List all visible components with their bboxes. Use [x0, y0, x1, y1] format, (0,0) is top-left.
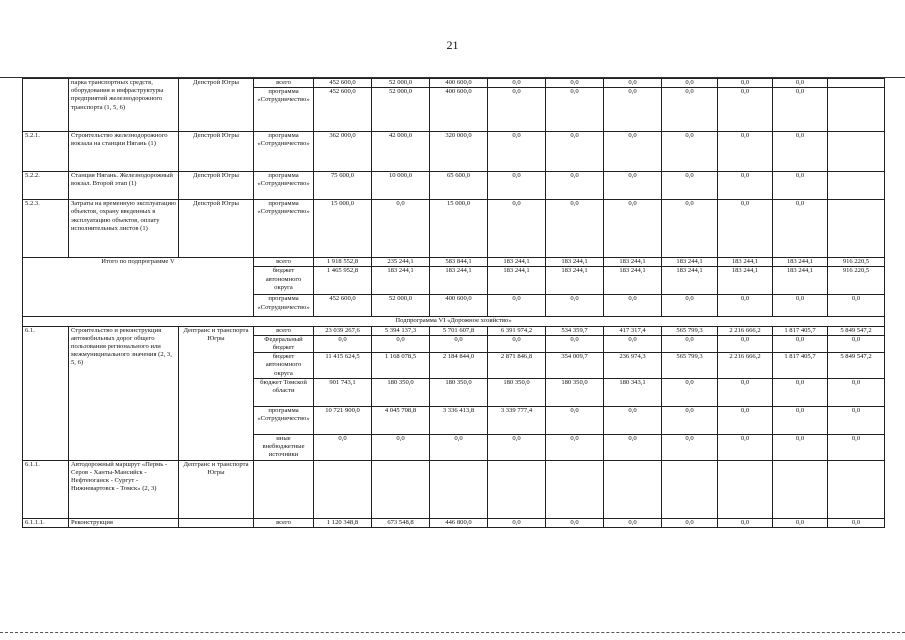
name-cell: Станция Нягань. Железнодорожный вокзал. Второй этап (1)	[69, 172, 179, 200]
source-cell: всего	[254, 326, 314, 335]
value-cell	[828, 460, 885, 518]
value-cell: 1 120 348,8	[314, 518, 372, 527]
source-cell: всего	[254, 258, 314, 267]
value-cell	[430, 460, 488, 518]
value-cell: 0,0	[546, 406, 604, 434]
value-cell: 0,0	[604, 88, 662, 132]
value-cell: 916 220,5	[828, 267, 885, 295]
value-cell: 0,0	[718, 88, 773, 132]
value-cell: 0,0	[662, 335, 718, 352]
table-row	[23, 172, 885, 200]
value-cell: 65 600,0	[430, 172, 488, 200]
name-cell: Реконструкция	[69, 518, 179, 527]
executor-cell: Депстрой Югры	[179, 172, 254, 200]
executor-cell: Депстрой Югры	[179, 79, 254, 132]
value-cell: 0,0	[546, 434, 604, 460]
value-cell: 452 600,0	[314, 88, 372, 132]
value-cell: 0,0	[604, 295, 662, 317]
name-cell: Автодорожный маршрут «Пермь - Серов - Ханты-Мансийск - Нефтеюганск - Сургут - Нижневартовск - Томск» (2, 3)	[69, 460, 179, 518]
source-cell: программа «Сотрудничество»	[254, 406, 314, 434]
value-cell: 0,0	[828, 295, 885, 317]
value-cell: 1 817 405,7	[773, 353, 828, 379]
value-cell: 15 000,0	[314, 200, 372, 258]
value-cell	[314, 460, 372, 518]
executor-cell: Депстрой Югры	[179, 132, 254, 172]
value-cell: 183 244,1	[718, 258, 773, 267]
value-cell: 0,0	[828, 406, 885, 434]
value-cell: 0,0	[662, 79, 718, 88]
value-cell: 0,0	[828, 378, 885, 406]
value-cell: 0,0	[662, 172, 718, 200]
value-cell: 52 000,0	[372, 295, 430, 317]
name-cell: Затраты на временную эксплуатацию объектов, охрану введенных в эксплуатацию объектов, оплату исполнительных листов (1)	[69, 200, 179, 258]
value-cell: 183 244,1	[718, 267, 773, 295]
value-cell: 320 000,0	[430, 132, 488, 172]
value-cell	[372, 460, 430, 518]
source-cell: бюджет автономного округа	[254, 267, 314, 295]
value-cell: 2 871 846,8	[488, 353, 546, 379]
value-cell: 0,0	[430, 335, 488, 352]
value-cell: 0,0	[662, 132, 718, 172]
table-row	[23, 317, 885, 326]
value-cell: 183 244,1	[488, 258, 546, 267]
source-cell	[254, 460, 314, 518]
value-cell: 2 184 844,0	[430, 353, 488, 379]
value-cell: 183 244,1	[430, 267, 488, 295]
value-cell: 446 800,0	[430, 518, 488, 527]
value-cell: 183 244,1	[773, 258, 828, 267]
value-cell: 5 701 607,8	[430, 326, 488, 335]
value-cell: 0,0	[718, 132, 773, 172]
value-cell: 236 974,3	[604, 353, 662, 379]
value-cell: 183 244,1	[604, 267, 662, 295]
value-cell: 0,0	[604, 406, 662, 434]
value-cell: 0,0	[604, 434, 662, 460]
table-row	[23, 460, 885, 518]
source-cell: программа «Сотрудничество»	[254, 172, 314, 200]
value-cell: 52 000,0	[372, 88, 430, 132]
value-cell: 0,0	[662, 406, 718, 434]
value-cell: 0,0	[662, 518, 718, 527]
name-cell: Строительство железнодорожного вокзала на станции Нягань (1)	[69, 132, 179, 172]
value-cell: 0,0	[773, 132, 828, 172]
value-cell: 0,0	[488, 295, 546, 317]
value-cell: 354 009,7	[546, 353, 604, 379]
code-cell	[23, 79, 69, 132]
value-cell: 417 317,4	[604, 326, 662, 335]
value-cell: 1 817 405,7	[773, 326, 828, 335]
value-cell: 0,0	[773, 295, 828, 317]
value-cell: 180 343,1	[604, 378, 662, 406]
code-cell: 6.1.1.1.	[23, 518, 69, 527]
value-cell: 42 000,0	[372, 132, 430, 172]
source-cell: всего	[254, 518, 314, 527]
source-cell: программа «Сотрудничество»	[254, 200, 314, 258]
value-cell: 183 244,1	[662, 267, 718, 295]
value-cell: 400 600,0	[430, 88, 488, 132]
value-cell: 0,0	[430, 434, 488, 460]
value-cell: 0,0	[546, 200, 604, 258]
value-cell: 0,0	[718, 434, 773, 460]
value-cell: 0,0	[372, 434, 430, 460]
name-cell: Строительство и реконструкция автомобильных дорог общего пользования регионального или межмуниципального значения (2, 3, 5, 6)	[69, 326, 179, 460]
value-cell: 0,0	[718, 335, 773, 352]
value-cell: 1 168 078,5	[372, 353, 430, 379]
value-cell: 5 849 547,2	[828, 353, 885, 379]
value-cell: 0,0	[773, 79, 828, 88]
value-cell: 183 244,1	[662, 258, 718, 267]
value-cell: 452 600,0	[314, 295, 372, 317]
value-cell	[604, 460, 662, 518]
table-row	[23, 518, 885, 527]
value-cell	[546, 460, 604, 518]
value-cell: 0,0	[546, 88, 604, 132]
value-cell: 0,0	[828, 335, 885, 352]
value-cell: 0,0	[773, 88, 828, 132]
table-row	[23, 79, 885, 88]
value-cell: 0,0	[773, 434, 828, 460]
value-cell: 2 216 666,2	[718, 353, 773, 379]
value-cell: 0,0	[662, 88, 718, 132]
value-cell: 183 244,1	[488, 267, 546, 295]
value-cell: 0,0	[604, 335, 662, 352]
value-cell: 0,0	[604, 132, 662, 172]
value-cell	[773, 460, 828, 518]
value-cell: 0,0	[773, 378, 828, 406]
subprogram-title: Подпрограмма VI «Дорожное хозяйство»	[23, 317, 885, 326]
value-cell: 1 465 952,8	[314, 267, 372, 295]
subtotal-label: Итого по подпрограмме V	[23, 258, 254, 317]
value-cell: 0,0	[372, 200, 430, 258]
value-cell: 10 721 900,0	[314, 406, 372, 434]
code-cell: 5.2.3.	[23, 200, 69, 258]
value-cell: 0,0	[604, 172, 662, 200]
executor-cell: Дептранс и транспорта Югры	[179, 326, 254, 460]
executor-cell: Депстрой Югры	[179, 200, 254, 258]
value-cell: 10 000,0	[372, 172, 430, 200]
value-cell: 3 339 777,4	[488, 406, 546, 434]
value-cell: 0,0	[604, 518, 662, 527]
code-cell: 6.1.	[23, 326, 69, 460]
value-cell: 0,0	[546, 172, 604, 200]
executor-cell: Дептранс и транспорта Югры	[179, 460, 254, 518]
source-cell: всего	[254, 79, 314, 88]
source-cell: Федеральный бюджет	[254, 335, 314, 352]
value-cell: 534 359,7	[546, 326, 604, 335]
value-cell: 6 391 974,2	[488, 326, 546, 335]
value-cell: 235 244,1	[372, 258, 430, 267]
name-cell: парка транспортных средств, оборудования и инфраструктуры предприятий железнодорожного транспорта (1, 5, 6)	[69, 79, 179, 132]
value-cell: 0,0	[662, 295, 718, 317]
source-cell: бюджет Томской области	[254, 378, 314, 406]
value-cell: 0,0	[488, 518, 546, 527]
value-cell	[488, 460, 546, 518]
value-cell: 0,0	[718, 200, 773, 258]
value-cell: 5 394 137,3	[372, 326, 430, 335]
value-cell: 5 849 547,2	[828, 326, 885, 335]
value-cell: 916 220,5	[828, 258, 885, 267]
value-cell: 15 000,0	[430, 200, 488, 258]
value-cell: 0,0	[488, 88, 546, 132]
executor-cell	[179, 518, 254, 527]
value-cell	[828, 200, 885, 258]
value-cell: 0,0	[488, 434, 546, 460]
value-cell: 180 350,0	[488, 378, 546, 406]
value-cell: 183 244,1	[372, 267, 430, 295]
value-cell: 400 600,0	[430, 79, 488, 88]
value-cell	[828, 79, 885, 88]
value-cell: 0,0	[546, 295, 604, 317]
value-cell: 1 918 552,8	[314, 258, 372, 267]
value-cell: 0,0	[488, 200, 546, 258]
value-cell	[662, 460, 718, 518]
table-row	[23, 258, 885, 267]
value-cell: 180 350,0	[546, 378, 604, 406]
value-cell: 0,0	[546, 132, 604, 172]
value-cell	[828, 132, 885, 172]
value-cell: 0,0	[718, 378, 773, 406]
source-cell: иные внебюджетные источники	[254, 434, 314, 460]
value-cell: 0,0	[488, 335, 546, 352]
value-cell: 0,0	[604, 200, 662, 258]
value-cell: 0,0	[718, 172, 773, 200]
code-cell: 5.2.1.	[23, 132, 69, 172]
value-cell: 180 350,0	[372, 378, 430, 406]
table-row	[23, 200, 885, 258]
value-cell	[828, 88, 885, 132]
value-cell: 0,0	[718, 79, 773, 88]
value-cell: 0,0	[662, 434, 718, 460]
value-cell: 0,0	[546, 79, 604, 88]
source-cell: программа «Сотрудничество»	[254, 88, 314, 132]
code-cell: 5.2.2.	[23, 172, 69, 200]
value-cell: 0,0	[718, 406, 773, 434]
value-cell: 0,0	[488, 132, 546, 172]
value-cell	[828, 172, 885, 200]
source-cell: программа «Сотрудничество»	[254, 295, 314, 317]
value-cell: 0,0	[546, 518, 604, 527]
value-cell: 0,0	[773, 335, 828, 352]
budget-table	[22, 78, 885, 528]
value-cell: 3 336 413,8	[430, 406, 488, 434]
value-cell: 0,0	[773, 518, 828, 527]
table-row	[23, 132, 885, 172]
value-cell: 75 600,0	[314, 172, 372, 200]
value-cell: 183 244,1	[773, 267, 828, 295]
value-cell: 0,0	[773, 406, 828, 434]
value-cell: 0,0	[546, 335, 604, 352]
source-cell: программа «Сотрудничество»	[254, 132, 314, 172]
value-cell: 362 000,0	[314, 132, 372, 172]
table-row	[23, 326, 885, 335]
value-cell: 0,0	[828, 518, 885, 527]
value-cell: 0,0	[773, 200, 828, 258]
value-cell: 183 244,1	[546, 258, 604, 267]
value-cell: 52 000,0	[372, 79, 430, 88]
value-cell: 0,0	[718, 295, 773, 317]
value-cell: 0,0	[488, 79, 546, 88]
value-cell: 4 045 708,8	[372, 406, 430, 434]
value-cell: 2 216 666,2	[718, 326, 773, 335]
value-cell: 0,0	[662, 200, 718, 258]
value-cell: 565 799,3	[662, 326, 718, 335]
page-number: 21	[446, 38, 459, 52]
value-cell	[718, 460, 773, 518]
value-cell: 0,0	[372, 335, 430, 352]
value-cell: 23 039 267,6	[314, 326, 372, 335]
value-cell: 400 600,0	[430, 295, 488, 317]
value-cell: 0,0	[773, 172, 828, 200]
value-cell: 11 415 624,5	[314, 353, 372, 379]
bottom-rule	[0, 632, 905, 633]
value-cell: 565 799,3	[662, 353, 718, 379]
value-cell: 0,0	[828, 434, 885, 460]
value-cell: 0,0	[718, 518, 773, 527]
value-cell: 0,0	[488, 172, 546, 200]
value-cell: 183 244,1	[546, 267, 604, 295]
value-cell: 452 600,0	[314, 79, 372, 88]
source-cell: бюджет автономного округа	[254, 353, 314, 379]
value-cell: 183 244,1	[604, 258, 662, 267]
value-cell: 901 743,1	[314, 378, 372, 406]
value-cell: 673 548,8	[372, 518, 430, 527]
value-cell: 583 844,1	[430, 258, 488, 267]
code-cell: 6.1.1.	[23, 460, 69, 518]
value-cell: 0,0	[314, 434, 372, 460]
value-cell: 180 350,0	[430, 378, 488, 406]
value-cell: 0,0	[662, 378, 718, 406]
value-cell: 0,0	[314, 335, 372, 352]
value-cell: 0,0	[604, 79, 662, 88]
